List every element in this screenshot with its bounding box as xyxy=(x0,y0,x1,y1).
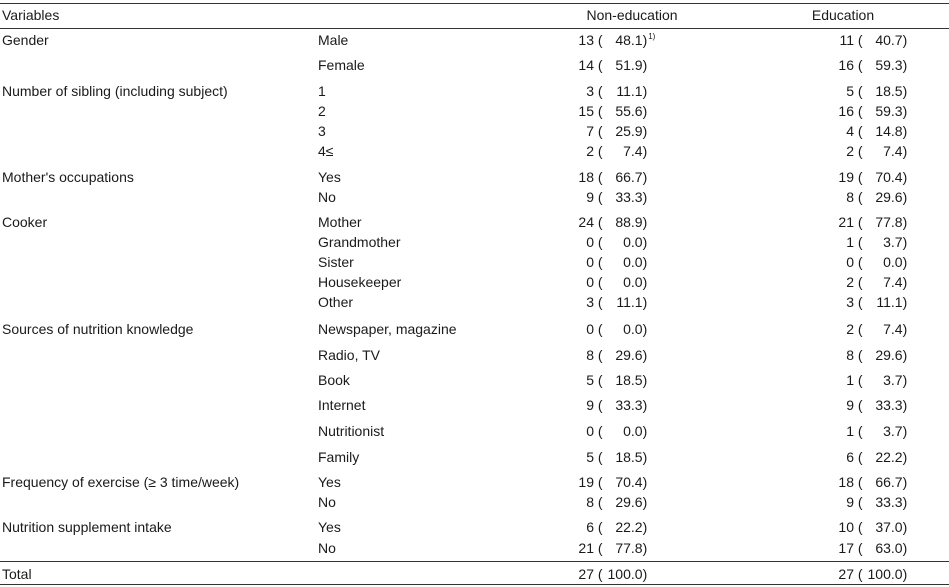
ed-percent: 40.7 xyxy=(875,32,903,48)
ne-count: 3 xyxy=(586,83,594,99)
close-paren: ) xyxy=(642,474,648,490)
open-paren: ( xyxy=(854,234,863,250)
close-paren: ) xyxy=(642,189,648,205)
ed-count: 3 xyxy=(846,294,854,310)
non-education-value xyxy=(543,372,647,388)
ne-percent: 29.6 xyxy=(615,347,643,363)
ne-percent: 0.0 xyxy=(623,274,643,290)
close-paren: ) xyxy=(642,566,648,582)
ed-percent: 33.3 xyxy=(875,494,903,510)
category-label: Yes xyxy=(318,519,341,535)
non-education-value xyxy=(543,234,647,250)
total-ed-percent: 100.0 xyxy=(867,566,903,582)
ne-percent: 22.2 xyxy=(615,519,643,535)
close-paren: ) xyxy=(902,189,908,205)
ne-percent: 33.3 xyxy=(615,189,643,205)
category-label: Housekeeper xyxy=(318,274,402,290)
non-education-value xyxy=(543,519,647,535)
ne-percent: 70.4 xyxy=(615,474,643,490)
ne-percent: 66.7 xyxy=(615,169,643,185)
total-education xyxy=(803,566,907,582)
close-paren: ) xyxy=(902,540,908,556)
close-paren: ) xyxy=(642,169,648,185)
close-paren: ) xyxy=(642,32,648,48)
open-paren: ( xyxy=(594,143,603,159)
open-paren: ( xyxy=(594,32,603,48)
open-paren: ( xyxy=(854,321,863,337)
education-value xyxy=(803,254,907,270)
ne-percent: 18.5 xyxy=(615,449,643,465)
open-paren: ( xyxy=(594,83,603,99)
close-paren: ) xyxy=(642,294,648,310)
close-paren: ) xyxy=(902,347,908,363)
ne-count: 21 xyxy=(578,540,594,556)
ed-percent: 14.8 xyxy=(875,123,903,139)
open-paren: ( xyxy=(854,474,863,490)
ed-percent: 11.1 xyxy=(876,294,903,310)
category-label: No xyxy=(318,494,336,510)
open-paren: ( xyxy=(854,294,863,310)
open-paren: ( xyxy=(854,540,863,556)
ed-count: 2 xyxy=(846,143,854,159)
ne-percent: 7.4 xyxy=(623,143,643,159)
ne-count: 9 xyxy=(586,189,594,205)
ed-count: 19 xyxy=(838,169,854,185)
ed-count: 2 xyxy=(846,274,854,290)
open-paren: ( xyxy=(594,566,603,582)
open-paren: ( xyxy=(594,57,603,73)
ne-count: 5 xyxy=(586,449,594,465)
ne-count: 0 xyxy=(586,234,594,250)
ne-percent: 48.1 xyxy=(615,32,643,48)
education-value xyxy=(803,423,907,439)
ne-count: 5 xyxy=(586,372,594,388)
non-education-value xyxy=(543,254,647,270)
ne-count: 7 xyxy=(586,123,594,139)
ed-count: 0 xyxy=(846,254,854,270)
ed-percent: 3.7 xyxy=(883,423,903,439)
education-value xyxy=(803,494,907,510)
ne-count: 18 xyxy=(578,169,594,185)
open-paren: ( xyxy=(854,372,863,388)
non-education-value xyxy=(543,423,647,439)
open-paren: ( xyxy=(854,519,863,535)
open-paren: ( xyxy=(854,397,863,413)
education-value xyxy=(803,397,907,413)
open-paren: ( xyxy=(854,169,863,185)
non-education-value xyxy=(543,143,647,159)
category-label: No xyxy=(318,540,336,556)
variable-label: Sources of nutrition knowledge xyxy=(2,321,194,337)
category-label: Sister xyxy=(318,254,354,270)
ne-count: 3 xyxy=(586,294,594,310)
ed-count: 16 xyxy=(838,57,854,73)
table-top-rule xyxy=(0,3,949,4)
open-paren: ( xyxy=(594,234,603,250)
category-label: 1 xyxy=(318,83,326,99)
ed-count: 1 xyxy=(846,234,854,250)
close-paren: ) xyxy=(902,254,908,270)
close-paren: ) xyxy=(902,274,908,290)
open-paren: ( xyxy=(594,372,603,388)
ed-count: 1 xyxy=(846,423,854,439)
variable-label: Nutrition supplement intake xyxy=(2,519,172,535)
variable-label: Number of sibling (including subject) xyxy=(2,83,228,99)
ed-count: 1 xyxy=(846,372,854,388)
open-paren: ( xyxy=(854,423,863,439)
non-education-value xyxy=(543,169,647,185)
non-education-value xyxy=(543,540,647,556)
close-paren: ) xyxy=(902,423,908,439)
open-paren: ( xyxy=(594,103,603,119)
ne-percent: 11.1 xyxy=(616,294,643,310)
close-paren: ) xyxy=(642,214,648,230)
ne-count: 0 xyxy=(586,423,594,439)
ed-count: 18 xyxy=(838,474,854,490)
table-bottom-rule xyxy=(0,584,949,585)
close-paren: ) xyxy=(642,423,648,439)
category-label: Radio, TV xyxy=(318,347,380,363)
close-paren: ) xyxy=(902,397,908,413)
ne-count: 8 xyxy=(586,494,594,510)
close-paren: ) xyxy=(642,254,648,270)
ed-percent: 77.8 xyxy=(875,214,903,230)
close-paren: ) xyxy=(902,519,908,535)
open-paren: ( xyxy=(594,169,603,185)
open-paren: ( xyxy=(854,189,863,205)
ed-percent: 33.3 xyxy=(875,397,903,413)
ne-count: 14 xyxy=(578,57,594,73)
education-value xyxy=(803,474,907,490)
ne-percent: 0.0 xyxy=(623,423,643,439)
close-paren: ) xyxy=(902,566,908,582)
ed-percent: 63.0 xyxy=(875,540,903,556)
education-value xyxy=(803,103,907,119)
open-paren: ( xyxy=(854,347,863,363)
close-paren: ) xyxy=(642,397,648,413)
ne-percent: 18.5 xyxy=(615,372,643,388)
close-paren: ) xyxy=(642,123,648,139)
non-education-value xyxy=(543,494,647,510)
close-paren: ) xyxy=(902,57,908,73)
variable-label: Frequency of exercise (≥ 3 time/week) xyxy=(2,474,240,490)
non-education-value xyxy=(543,449,647,465)
ed-count: 9 xyxy=(846,397,854,413)
ne-percent: 11.1 xyxy=(616,83,643,99)
total-non-education xyxy=(543,566,647,582)
open-paren: ( xyxy=(854,103,863,119)
ne-percent: 0.0 xyxy=(623,321,643,337)
close-paren: ) xyxy=(642,234,648,250)
close-paren: ) xyxy=(902,294,908,310)
footnote-marker: 1) xyxy=(648,32,656,41)
ne-count: 2 xyxy=(586,143,594,159)
education-value xyxy=(803,214,907,230)
ne-percent: 29.6 xyxy=(615,494,643,510)
open-paren: ( xyxy=(854,566,863,582)
education-value xyxy=(803,294,907,310)
ed-percent: 29.6 xyxy=(875,347,903,363)
total-ne-percent: 100.0 xyxy=(607,566,643,582)
open-paren: ( xyxy=(854,449,863,465)
category-label: Internet xyxy=(318,397,366,413)
open-paren: ( xyxy=(594,494,603,510)
ed-percent: 59.3 xyxy=(875,103,903,119)
category-label: Yes xyxy=(318,169,341,185)
ne-count: 24 xyxy=(578,214,594,230)
ed-count: 10 xyxy=(838,519,854,535)
ne-percent: 51.9 xyxy=(615,57,643,73)
close-paren: ) xyxy=(902,103,908,119)
education-value xyxy=(803,32,907,48)
ed-percent: 3.7 xyxy=(883,372,903,388)
non-education-value xyxy=(543,103,647,119)
ed-count: 16 xyxy=(838,103,854,119)
ne-percent: 88.9 xyxy=(615,214,643,230)
ne-count: 15 xyxy=(578,103,594,119)
total-ed-count: 27 xyxy=(838,566,854,582)
non-education-value xyxy=(543,321,647,337)
ed-count: 2 xyxy=(846,321,854,337)
non-education-value xyxy=(543,83,647,99)
category-label: Family xyxy=(318,449,360,465)
open-paren: ( xyxy=(594,474,603,490)
header-rule xyxy=(0,28,949,29)
ed-percent: 59.3 xyxy=(875,57,903,73)
ed-count: 8 xyxy=(846,189,854,205)
education-value xyxy=(803,372,907,388)
ed-count: 11 xyxy=(839,32,854,48)
education-value xyxy=(803,234,907,250)
ne-count: 13 xyxy=(578,32,594,48)
open-paren: ( xyxy=(854,494,863,510)
close-paren: ) xyxy=(642,321,648,337)
close-paren: ) xyxy=(902,123,908,139)
open-paren: ( xyxy=(854,83,863,99)
ne-percent: 0.0 xyxy=(623,254,643,270)
education-value xyxy=(803,321,907,337)
ne-count: 6 xyxy=(586,519,594,535)
total-rule xyxy=(0,561,949,562)
category-label: No xyxy=(318,189,336,205)
non-education-value xyxy=(543,274,647,290)
education-value xyxy=(803,449,907,465)
category-label: 2 xyxy=(318,103,326,119)
header-education: Education xyxy=(811,7,875,23)
education-value xyxy=(803,123,907,139)
ed-percent: 70.4 xyxy=(875,169,903,185)
education-value xyxy=(803,143,907,159)
ed-count: 6 xyxy=(846,449,854,465)
open-paren: ( xyxy=(594,347,603,363)
open-paren: ( xyxy=(594,294,603,310)
open-paren: ( xyxy=(594,321,603,337)
close-paren: ) xyxy=(642,519,648,535)
education-value xyxy=(803,189,907,205)
ne-count: 9 xyxy=(586,397,594,413)
close-paren: ) xyxy=(642,540,648,556)
open-paren: ( xyxy=(854,214,863,230)
non-education-value xyxy=(543,347,647,363)
close-paren: ) xyxy=(902,449,908,465)
open-paren: ( xyxy=(594,519,603,535)
ed-count: 9 xyxy=(846,494,854,510)
close-paren: ) xyxy=(902,143,908,159)
category-label: 4≤ xyxy=(318,143,334,159)
ne-count: 0 xyxy=(586,254,594,270)
open-paren: ( xyxy=(594,254,603,270)
close-paren: ) xyxy=(902,321,908,337)
ed-count: 4 xyxy=(846,123,854,139)
close-paren: ) xyxy=(902,494,908,510)
close-paren: ) xyxy=(902,372,908,388)
non-education-value xyxy=(543,123,647,139)
open-paren: ( xyxy=(854,274,863,290)
category-label: Yes xyxy=(318,474,341,490)
non-education-value xyxy=(543,397,647,413)
ne-percent: 25.9 xyxy=(615,123,643,139)
education-value xyxy=(803,169,907,185)
total-ne-count: 27 xyxy=(578,566,594,582)
open-paren: ( xyxy=(594,274,603,290)
open-paren: ( xyxy=(594,397,603,413)
variable-label: Mother's occupations xyxy=(2,169,134,185)
ed-percent: 7.4 xyxy=(883,274,903,290)
non-education-value xyxy=(543,32,655,48)
ne-percent: 33.3 xyxy=(615,397,643,413)
open-paren: ( xyxy=(594,449,603,465)
close-paren: ) xyxy=(902,474,908,490)
education-value xyxy=(803,274,907,290)
ed-count: 5 xyxy=(846,83,854,99)
ed-percent: 37.0 xyxy=(875,519,903,535)
ed-percent: 3.7 xyxy=(883,234,903,250)
close-paren: ) xyxy=(642,449,648,465)
ed-count: 17 xyxy=(838,540,854,556)
education-value xyxy=(803,347,907,363)
ne-percent: 0.0 xyxy=(623,234,643,250)
education-value xyxy=(803,57,907,73)
category-label: 3 xyxy=(318,123,326,139)
ed-count: 8 xyxy=(846,347,854,363)
ed-count: 21 xyxy=(838,214,854,230)
ne-count: 8 xyxy=(586,347,594,363)
total-label: Total xyxy=(2,566,32,582)
ed-percent: 66.7 xyxy=(875,474,903,490)
close-paren: ) xyxy=(642,494,648,510)
education-value xyxy=(803,540,907,556)
non-education-value xyxy=(543,57,647,73)
close-paren: ) xyxy=(902,214,908,230)
education-value xyxy=(803,519,907,535)
variable-label: Cooker xyxy=(2,214,48,230)
category-label: Book xyxy=(318,372,350,388)
close-paren: ) xyxy=(902,32,908,48)
open-paren: ( xyxy=(594,189,603,205)
open-paren: ( xyxy=(854,254,863,270)
close-paren: ) xyxy=(642,103,648,119)
category-label: Nutritionist xyxy=(318,423,385,439)
ed-percent: 0.0 xyxy=(883,254,903,270)
open-paren: ( xyxy=(854,32,863,48)
close-paren: ) xyxy=(902,83,908,99)
ne-percent: 55.6 xyxy=(615,103,643,119)
ne-count: 19 xyxy=(578,474,594,490)
category-label: Grandmother xyxy=(318,234,401,250)
close-paren: ) xyxy=(642,274,648,290)
ne-count: 0 xyxy=(586,321,594,337)
category-label: Mother xyxy=(318,214,362,230)
ed-percent: 18.5 xyxy=(875,83,903,99)
open-paren: ( xyxy=(854,123,863,139)
open-paren: ( xyxy=(594,540,603,556)
open-paren: ( xyxy=(594,214,603,230)
close-paren: ) xyxy=(642,57,648,73)
category-label: Newspaper, magazine xyxy=(318,321,457,337)
education-value xyxy=(803,83,907,99)
close-paren: ) xyxy=(642,83,648,99)
non-education-value xyxy=(543,294,647,310)
non-education-value xyxy=(543,214,647,230)
close-paren: ) xyxy=(642,372,648,388)
header-variables: Variables xyxy=(2,7,60,23)
ed-percent: 22.2 xyxy=(875,449,903,465)
header-non-education: Non-education xyxy=(586,7,678,23)
category-label: Female xyxy=(318,57,365,73)
open-paren: ( xyxy=(594,123,603,139)
non-education-value xyxy=(543,474,647,490)
open-paren: ( xyxy=(854,143,863,159)
close-paren: ) xyxy=(902,234,908,250)
category-label: Male xyxy=(318,32,349,48)
ed-percent: 7.4 xyxy=(883,143,903,159)
ne-percent: 77.8 xyxy=(615,540,643,556)
ne-count: 0 xyxy=(586,274,594,290)
open-paren: ( xyxy=(594,423,603,439)
ed-percent: 7.4 xyxy=(883,321,903,337)
ed-percent: 29.6 xyxy=(875,189,903,205)
variable-label: Gender xyxy=(2,32,49,48)
category-label: Other xyxy=(318,294,354,310)
close-paren: ) xyxy=(902,169,908,185)
non-education-value xyxy=(543,189,647,205)
close-paren: ) xyxy=(642,347,648,363)
close-paren: ) xyxy=(642,143,648,159)
open-paren: ( xyxy=(854,57,863,73)
